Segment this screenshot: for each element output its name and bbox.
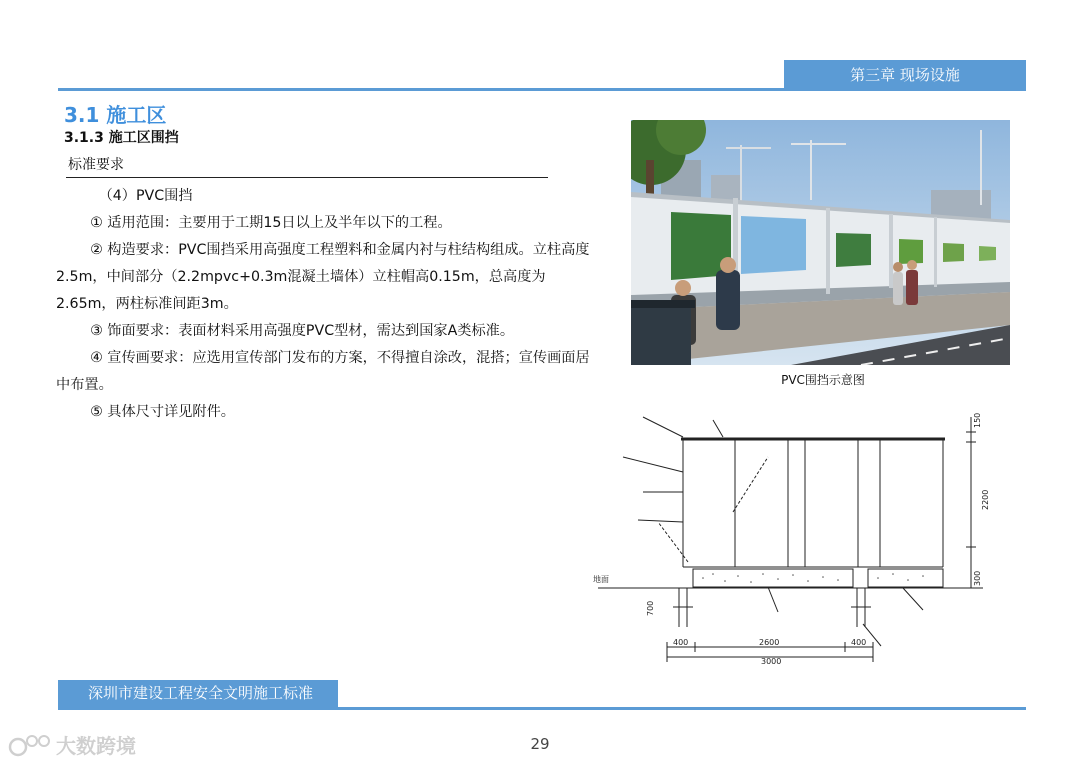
requirements-divider bbox=[66, 177, 548, 178]
watermark-text: 大数跨境 bbox=[56, 734, 136, 758]
requirement-heading: （4）PVC围挡 bbox=[98, 188, 193, 204]
pvc-hoarding-illustration bbox=[631, 120, 1010, 365]
requirement-structure: ② 构造要求：PVC围挡采用高强度工程塑料和金属内衬与柱结构组成。立柱高度2.5m，中间部分（2.2mpvc+0.3m混凝土墙体）立柱帽高0.15m，总高度为2.65m，两柱标准间距3m。 bbox=[56, 242, 590, 312]
section-title: 3.1 施工区 bbox=[64, 103, 167, 127]
dim-height: 2200 bbox=[981, 489, 990, 510]
requirements-label: 标准要求 bbox=[68, 157, 124, 173]
pvc-hoarding-elevation-drawing bbox=[583, 402, 1005, 667]
requirement-scope: ① 适用范围：主要用于工期15日以上及半年以下的工程。 bbox=[90, 215, 452, 231]
page-number: 29 bbox=[530, 735, 550, 753]
watermark bbox=[8, 730, 136, 759]
dim-footing: 700 bbox=[646, 600, 655, 616]
dim-mid-span: 2600 bbox=[759, 638, 780, 647]
dim-top: 150 bbox=[973, 412, 982, 428]
requirement-finish: ③ 饰面要求：表面材料采用高强度PVC型材，需达到国家A类标准。 bbox=[90, 323, 515, 339]
chapter-tab: 第三章 现场设施 bbox=[784, 60, 1026, 90]
elevation-drawing-svg bbox=[583, 402, 1005, 667]
pvc-hoarding-photo bbox=[631, 120, 1010, 365]
figure-caption: PVC围挡示意图 bbox=[781, 373, 865, 387]
footer-title: 深圳市建设工程安全文明施工标准 bbox=[58, 680, 338, 707]
requirements-body bbox=[56, 183, 596, 426]
dim-left-span: 400 bbox=[673, 638, 689, 647]
section-subtitle: 3.1.3 施工区围挡 bbox=[64, 130, 179, 146]
dim-total: 3000 bbox=[761, 657, 782, 666]
requirement-size: ⑤ 具体尺寸详见附件。 bbox=[90, 404, 235, 420]
footer-rule bbox=[58, 707, 1026, 710]
requirement-poster: ④ 宣传画要求：应选用宣传部门发布的方案，不得擅自涂改，混搭；宣传画面居中布置。 bbox=[56, 350, 590, 393]
header-rule bbox=[58, 88, 1026, 91]
dim-base: 300 bbox=[973, 570, 982, 586]
watermark-logo-icon bbox=[8, 733, 52, 757]
ground-label: 地面 bbox=[593, 575, 609, 584]
dim-right-span: 400 bbox=[851, 638, 867, 647]
